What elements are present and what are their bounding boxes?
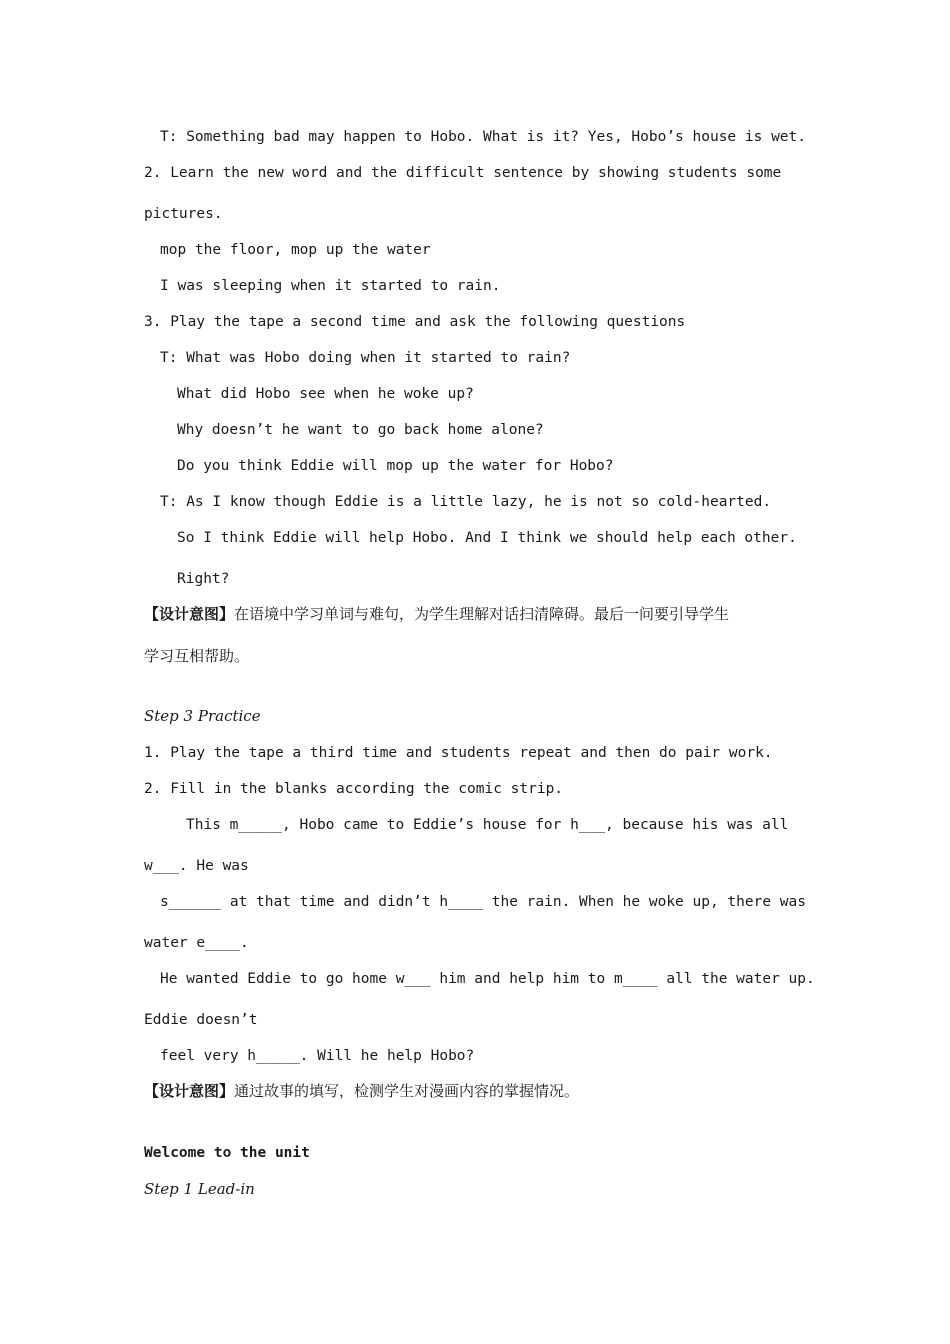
fill-blank-line: This m_____, Hobo came to Eddie’s house for h___, because his was all [186, 817, 789, 833]
teacher-question: Why doesn’t he want to go back home alone? [177, 422, 544, 438]
teacher-line: So I think Eddie will help Hobo. And I think we should help each other. [177, 530, 797, 546]
fill-blank-line: w___. He was [144, 858, 249, 874]
teacher-line: T: As I know though Eddie is a little lazy, he is not so cold-hearted. [160, 494, 772, 510]
fill-blank-line: s______ at that time and didn’t h____ the rain. When he woke up, there was [160, 894, 807, 910]
teacher-line: T: Something bad may happen to Hobo. What is it? Yes, Hobo’s house is wet. [160, 129, 807, 145]
teacher-question: T: What was Hobo doing when it started to rain? [160, 350, 571, 366]
design-intent [144, 1081, 579, 1101]
instruction-line-cont: pictures. [144, 206, 223, 222]
design-intent-tag: 【设计意图】 [144, 605, 235, 623]
example-phrase: mop the floor, mop up the water [160, 242, 431, 258]
fill-blank-line: He wanted Eddie to go home w___ him and help him to m____ all the water up. [160, 971, 815, 987]
teacher-question: What did Hobo see when he woke up? [177, 386, 474, 402]
instruction-line: 2. Learn the new word and the difficult sentence by showing students some [144, 165, 782, 181]
design-intent-tag: 【设计意图】 [144, 1082, 235, 1100]
fill-blank-line: Eddie doesn’t [144, 1012, 258, 1028]
instruction-line: 3. Play the tape a second time and ask the following questions [144, 314, 686, 330]
design-intent [144, 604, 729, 624]
example-sentence: I was sleeping when it started to rain. [160, 278, 501, 294]
fill-blank-line: feel very h_____. Will he help Hobo? [160, 1048, 475, 1064]
teacher-line: Right? [177, 571, 230, 587]
section-heading: Step 1 Lead-in [144, 1180, 255, 1198]
design-intent-cont: 学习互相帮助。 [144, 647, 250, 665]
unit-heading: Welcome to the unit [144, 1145, 310, 1161]
practice-item: 1. Play the tape a third time and students repeat and then do pair work. [144, 745, 773, 761]
teacher-question: Do you think Eddie will mop up the water for Hobo? [177, 458, 614, 474]
practice-item: 2. Fill in the blanks according the comic strip. [144, 781, 564, 797]
design-intent-text: 通过故事的填写，检测学生对漫画内容的掌握情况。 [234, 1082, 580, 1100]
fill-blank-line: water e____. [144, 935, 249, 951]
section-heading: Step 3 Practice [144, 707, 261, 725]
design-intent-text: 在语境中学习单词与难句，为学生理解对话扫清障碍。最后一问要引导学生 [234, 605, 730, 623]
